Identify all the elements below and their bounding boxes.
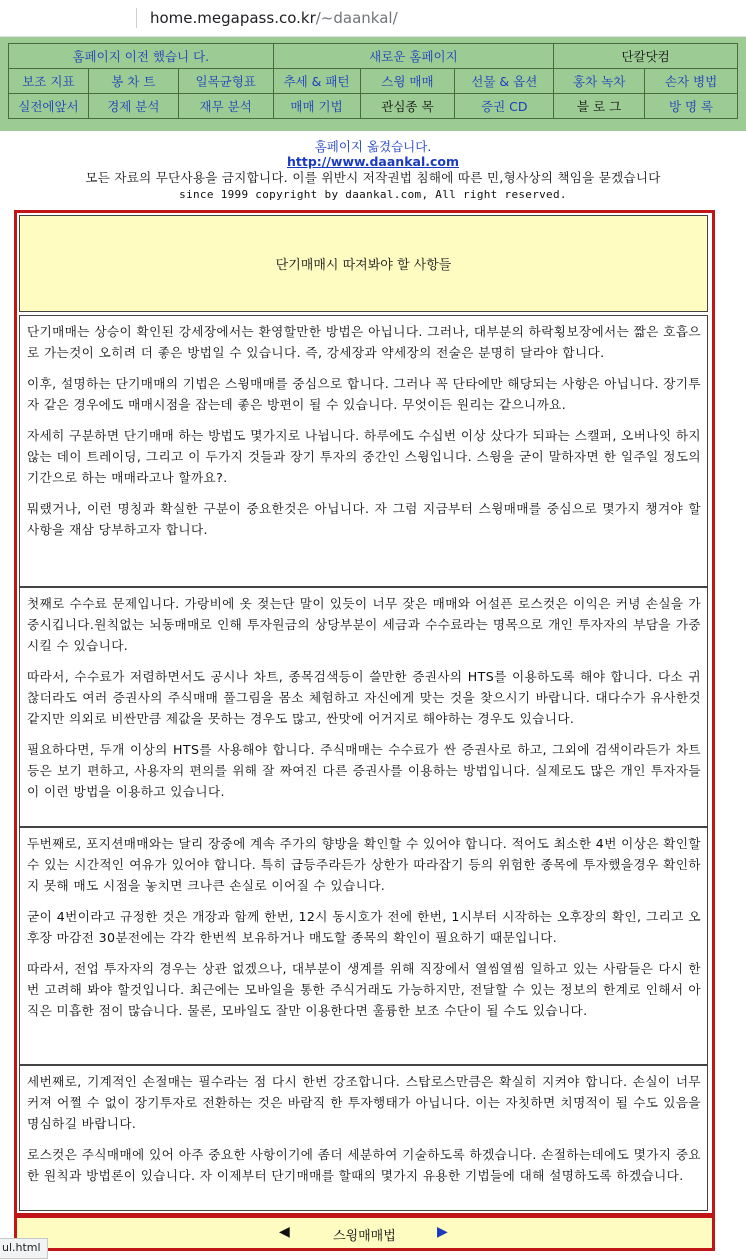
url-host: home.megapass.co.kr	[150, 9, 316, 27]
new-url-link[interactable]: http://www.daankal.com	[286, 154, 460, 169]
article-section-1	[19, 315, 708, 587]
nav-link-finance[interactable]: 재무 분석	[178, 94, 273, 119]
page-nav-footer	[14, 1215, 715, 1251]
paragraph: 자세히 구분하면 단기매매 하는 방법도 몇가지로 나뉩니다. 하루에도 수십번 이상 샀다가 되파는 스캘퍼, 오버나잇 하지 않는 데이 트레이딩, 그리고 이 두가지 것들과 장기 투자의 중간인 스윙입니다. 스윙을 굳이 말하자면 한 일주일 정도의 기간으로 하는 매매라고나 할까요?.	[27, 428, 701, 485]
article-title: 단기매매시 따져봐야 할 사항들	[19, 215, 708, 312]
copyright-warning: 모든 자료의 무단사용을 금지합니다. 이를 위반시 저작권법 침해에 따른 민,형사상의 책임을 묻겠습니다	[85, 170, 661, 185]
article-box	[14, 210, 715, 1216]
nav-link-indicators[interactable]: 보조 지표	[9, 69, 89, 94]
address-bar[interactable]	[0, 0, 746, 37]
nav-link-economy[interactable]: 경제 분석	[88, 94, 178, 119]
paragraph: 뭐랬거나, 이런 명칭과 확실한 구분이 중요한것은 아닙니다. 자 그럼 지금부터 스윙매매를 중심으로 몇가지 챙겨야 할 사항을 재삼 당부하고자 합니다.	[27, 501, 701, 537]
nav-link-practice[interactable]: 실전에앞서	[9, 94, 89, 119]
site-nav	[0, 37, 746, 131]
nav-link-guestbook[interactable]: 방 명 록	[645, 94, 738, 119]
article-section-3	[19, 827, 708, 1065]
paragraph: 따라서, 수수료가 저렴하면서도 공시나 차트, 종목검색등이 쓸만한 증권사의 HTS를 이용하도록 해야 합니다. 다소 귀찮더라도 여러 증권사의 주식매매 풀그림을 몸소 체험하고 자신에게 맞는 것을 찾으시기 바랍니다. 대다수가 유사한것 같지만 의외로 비싼만큼 제값을 못하는 경우도 많고, 싼맛에 어거지로 해야하는 경우도 있습니다.	[27, 669, 701, 726]
nav-link-securities-cd[interactable]: 증권 CD	[455, 94, 554, 119]
nav-link-trading-tech[interactable]: 매매 기법	[273, 94, 360, 119]
status-bar: ul.html	[0, 1238, 48, 1259]
nav-link-candle-chart[interactable]: 봉 차 트	[88, 69, 178, 94]
page-nav-label[interactable]: 스윙매매법	[333, 1229, 396, 1244]
page-nav-inner	[17, 1218, 712, 1248]
nav-new-home-link[interactable]: 새로운 홈페이지	[273, 44, 554, 69]
nav-link-watchlist[interactable]: 관심종 목	[360, 94, 455, 119]
nav-link-futures[interactable]: 선물 & 옵션	[455, 69, 554, 94]
paragraph: 필요하다면, 두개 이상의 HTS를 사용해야 합니다. 주식매매는 수수료가 싼 증권사로 하고, 그외에 검색이라든가 차트등은 보기 편하고, 사용자의 편의를 위해 잘 짜여진 다른 증권사를 이용하는 방법입니다. 실제로도 많은 개인 투자자들이 이런 방법을 이용하고 있습니다.	[27, 742, 701, 799]
article-section-2	[19, 587, 708, 827]
nav-link-blog[interactable]: 블 로 그	[554, 94, 645, 119]
nav-link-tea[interactable]: 홍차 녹차	[554, 69, 645, 94]
url-path: /~daankal/	[315, 9, 398, 27]
paragraph: 따라서, 전업 투자자의 경우는 상관 없겠으나, 대부분이 생계를 위해 직장에서 열씸열씸 일하고 있는 사람들은 다시 한번 고려해 봐야 할것입니다. 최근에는 모바일을 통한 주식거래도 가능하지만, 전달할 수 있는 정보의 한계로 인해서 아직은 미흡한 점이 많습니다. 물론, 모바일도 잘만 이용한다면 훌륭한 보조 수단이 될 수도 있습니다.	[27, 961, 701, 1018]
nav-moved-notice[interactable]: 홈페이지 이전 했습니 다.	[9, 44, 274, 69]
paragraph: 두번째로, 포지션매매와는 달리 장중에 계속 주가의 향방을 확인할 수 있어야 합니다. 적어도 최소한 4번 이상은 확인할 수 있는 시간적인 여유가 있어야 합니다. 특히 급등주라든가 상한가 따라잡기 등의 위험한 종목에 투자했을경우 확인하지 못해 매도 시점을 놓치면 크나큰 손실로 이어질 수 있습니다.	[27, 836, 701, 893]
next-arrow-icon[interactable]: ▶	[437, 1224, 448, 1240]
address-separator	[136, 8, 137, 28]
paragraph: 굳이 4번이라고 규정한 것은 개장과 함께 한번, 12시 동시호가 전에 한번, 1시부터 시작하는 오후장의 확인, 그리고 오후장 마감전 30분전에는 각각 한번씩 보유하거나 매도할 종목의 확인이 필요하기 때문입니다.	[27, 909, 701, 945]
prev-arrow-icon[interactable]: ◀	[279, 1224, 290, 1240]
nav-link-sunzi[interactable]: 손자 병법	[645, 69, 738, 94]
paragraph: 로스컷은 주식매매에 있어 아주 중요한 사항이기에 좀더 세분하여 기술하도록 하겠습니다. 손절하는데에도 몇가지 중요한 원칙과 방법론이 있습니다. 자 이제부터 단기매매를 할때의 몇가지 유용한 기법들에 대해 설명하도록 하겠습니다.	[27, 1147, 701, 1183]
notice-block	[0, 139, 746, 203]
paragraph: 첫째로 수수료 문제입니다. 가랑비에 옷 젖는단 말이 있듯이 너무 잦은 매매와 어설픈 로스컷은 이익은 커녕 손실을 가중시킵니다.원칙없는 뇌동매매로 인해 투자원금의 상당부분이 세금과 수수료라는 명목으로 개인 투자자의 부담을 가중 시킬 수 있습니다.	[27, 596, 701, 653]
nav-link-trend-pattern[interactable]: 추세 & 패턴	[273, 69, 360, 94]
copyright-line: since 1999 copyright by daankal.com, All right reserved.	[179, 188, 567, 201]
nav-table	[8, 43, 738, 119]
moved-notice: 홈페이지 옮겼습니다.	[314, 139, 432, 154]
address-url[interactable]	[150, 9, 398, 27]
article-section-4	[19, 1065, 708, 1211]
paragraph: 이후, 설명하는 단기매매의 기법은 스윙매매를 중심으로 합니다. 그러나 꼭 단타에만 해당되는 사항은 아닙니다. 장기투자 같은 경우에도 매매시점을 잡는데 좋은 방편이 될 수 있습니다. 무엇이든 원리는 같으니까요.	[27, 376, 701, 412]
paragraph: 단기매매는 상승이 확인된 강세장에서는 환영할만한 방법은 아닙니다. 그러나, 대부분의 하락횡보장에서는 짧은 호흡으로 가는것이 오히려 더 좋은 방법일 수 있습니다. 즉, 강세장과 약세장의 전술은 분명히 달라야 합니다.	[27, 324, 701, 360]
nav-brand[interactable]: 단칼닷컴	[554, 44, 738, 69]
nav-link-ichimoku[interactable]: 일목균형표	[178, 69, 273, 94]
nav-link-swing[interactable]: 스윙 매매	[360, 69, 455, 94]
paragraph: 세번째로, 기계적인 손절매는 필수라는 점 다시 한번 강조합니다. 스탑로스만큼은 확실히 지켜야 합니다. 손실이 너무 커져 어쩔 수 없이 장기투자로 전환하는 것은 바람직 한 투자행태가 아닙니다. 이는 자칫하면 치명적이 될 수도 있음을 명심하길 바랍니다.	[27, 1074, 701, 1131]
